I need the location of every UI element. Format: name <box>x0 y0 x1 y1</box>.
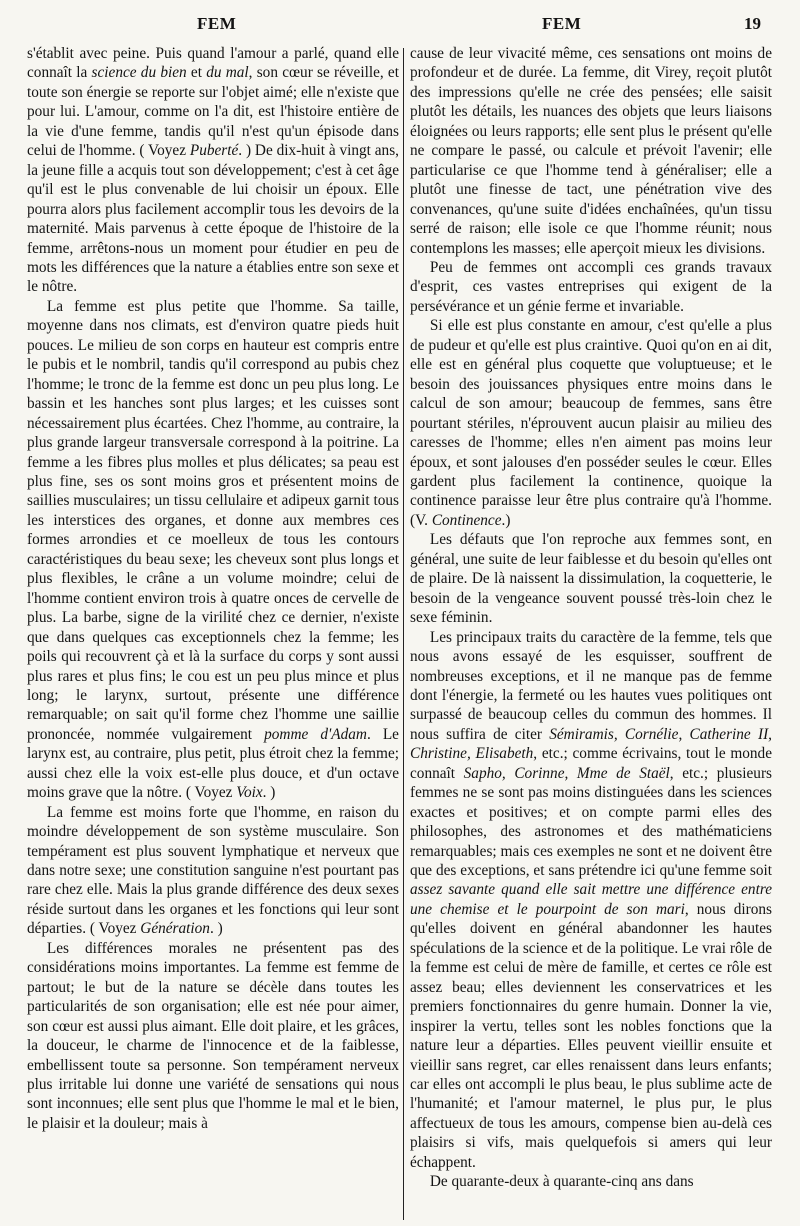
paragraph: La femme est plus petite que l'homme. Sa taille, moyenne dans nos climats, est d'environ quatre pieds huit pouces. Le milieu de son corps en hauteur est compris entre le pubis et le nombril, tandis qu'il correspond au pubis chez l'homme; le tronc de la femme est donc un peu plus long. Le bassin et les hanches sont plus larges; et les cuisses sont nécessairement plus écartées. Chez l'homme, au contraire, la plus grande largeur transversale correspond à la poitrine. La femme a les fibres plus molles et plus délicates; sa peau est plus fine, ses os sont moins gros et présentent moins de saillies musculaires; un tissu cellulaire et adipeux garnit tous les interstices des organes, et donne aux membres ces formes arrondies et ce moelleux de tous les contours caractéristiques du beau sexe; les cheveux sont plus longs et plus flexibles, le crâne a un volume moindre; celui de l'homme contient environ trois à quatre onces de cervelle de plus. La barbe, signe de la virilité chez ce dernier, n'existe que dans quelques cas exceptionnels chez la femme; les poils qui recouvrent çà et là la surface du corps y sont aussi plus rares et plus fins; le cou est un peu plus mince et plus long; le larynx, surtout, présente une différence remarquable; on sait qu'il forme chez l'homme une saillie prononcée, nommée vulgairement pomme d'Adam. Le larynx est, au contraire, plus petit, plus étroit chez la femme; aussi chez elle la voix est-elle plus douce, et d'un octave moins grave que la nôtre. ( Voyez Voix. ) <box>27 297 399 802</box>
right-column <box>410 44 772 1224</box>
paragraph: De quarante-deux à quarante-cinq ans dans <box>429 1173 694 1191</box>
page-header <box>0 14 800 40</box>
paragraph: Les différences morales ne présentent pas des considérations moins importantes. La femme est femme de partout; le but de la nature se décèle dans toutes les particularités de son organisation; elle est née pour aimer, son cœur est aussi plus aimant. Elle doit plaire, et les grâces, la douceur, le charme de l'innocence et de la faiblesse, embellissent toute sa personne. Son tempérament nerveux plus irritable lui donne une variété de sensations qui nous sont inconnues; elle sent plus que l'homme le mal et le bien, le plaisir et la douleur; mais à <box>27 939 399 1132</box>
paragraph: Les principaux traits du caractère de la femme, tels que nous avons essayé de les esquisser, souffrent de nombreuses exceptions, et il ne manque pas de femme dont l'énergie, la fermeté ou les hautes vues politiques ont surpassé de beaucoup celles du commun des hommes. Il nous suffira de citer Sémiramis, Cornélie, Catherine II, Christine, Elisabeth, etc.; comme écrivains, tout le monde connaît Sapho, Corinne, Mme de Staël, etc.; plusieurs femmes ne se sont pas moins distinguées dans les sciences exactes et positives; et on compte parmi elles des philosophes, des astronomes et des mathématiciens remarquables; mais ces exemples ne sont et ne doivent être que des exceptions, et sans prétendre ici qu'une femme soit assez savante quand elle sait mettre une différence entre une chemise et le pourpoint de son mari, nous dirons qu'elles doivent en général abandonner les hautes spéculations de la science et de la politique. Le vrai rôle de la femme est celui de mère de famille, et certes ce rôle est assez beau; elles deviennent les conservatrices et les premiers fonctionnaires du genre humain. Donner la vie, inspirer la vertu, telles sont les nobles fonctions que la nature leur a départies. Elles peuvent vieillir ensuite et vieillir sans regret, car elles renaissent dans leurs enfants; car elles ont accompli le plus beau, le plus sublime acte de l'humanité; et l'amour maternel, le plus pur, le plus affectueux de tous les amours, compense bien au-delà ces plaisirs si vifs, mais quelquefois si amers qui leur échappent. <box>410 628 772 1171</box>
left-column <box>27 44 399 1224</box>
running-head-right: FEM <box>542 14 582 33</box>
column-divider <box>403 48 404 1220</box>
page-number: 19 <box>744 14 761 33</box>
paragraph: Peu de femmes ont accompli ces grands travaux d'esprit, ces vastes entreprises qui exigent de la persévérance et un génie ferme et invariable. <box>410 258 772 315</box>
paragraph: cause de leur vivacité même, ces sensations ont moins de profondeur et de durée. La femme, dit Virey, reçoit plutôt des impressions qu'elle ne crée des pensées; elle saisit plutôt les détails, les nuances des objets que leurs liaisons éloignées ou leurs rapports; elle sent plus le présent qu'elle ne compare le passé, ou calcule et prévoit l'avenir; elle particularise ce que l'homme tend à généraliser; elle a plutôt une finesse de tact, une pénétration vive des convenances, qu'une suite d'idées enchaînées, qu'un tissu serré de raison; elle isole ce que l'homme réunit; nous contemplons les masses; elle aperçoit mieux les divisions. <box>410 45 772 257</box>
paragraph: Les défauts que l'on reproche aux femmes sont, en général, une suite de leur faiblesse et du besoin qu'elles ont de plaire. De là naissent la dissimulation, la coquetterie, le besoin de la vengeance souvent poussé très-loin chez le sexe féminin. <box>410 531 772 627</box>
paragraph: Si elle est plus constante en amour, c'est qu'elle a plus de pudeur et qu'elle est plus craintive. Quoi qu'on en ai dit, elle est en général plus coquette que voluptueuse; et le besoin des jouissances physiques entre moins dans le calcul de son amour; beaucoup de femmes, sans être pourtant stériles, n'éprouvent aucun plaisir au milieu des caresses de l'homme; elles n'en aiment pas moins leur époux, et sont jalouses d'en posséder seules le cœur. Elles gardent plus facilement la continence, quoique la continence paraisse leur être plus contraire qu'à l'homme. (V. Continence.) <box>410 317 772 529</box>
paragraph: La femme est moins forte que l'homme, en raison du moindre développement de son système musculaire. Son tempérament est plus souvent lymphatique et nerveux que dans notre sexe; une constitution sanguine n'est pourtant pas rare chez elle. Mais la plus grande différence des deux sexes réside surtout dans les organes et les fonctions qui leur sont départies. ( Voyez Génération. ) <box>27 803 399 938</box>
running-head-left: FEM <box>197 14 237 33</box>
paragraph: s'établit avec peine. Puis quand l'amour a parlé, quand elle connaît la science du bien et du mal, son cœur se réveille, et toute son énergie se reporte sur l'objet aimé; elle n'existe que pour lui. L'amour, comme on l'a dit, est l'histoire entière de la vie d'une femme, tandis qu'il n'est qu'un épisode dans celui de l'homme. ( Voyez Puberté. ) De dix-huit à vingt ans, la jeune fille a acquis tout son développement; c'est à cet âge qu'il est le plus convenable de lui choisir un époux. Elle pourra alors plus facilement accomplir tous les devoirs de la maternité. Mais parvenus à cette époque de l'histoire de la femme, arrêtons-nous un moment pour étudier en peu de mots les différences que la nature a établies entre son sexe et le nôtre. <box>27 45 399 296</box>
